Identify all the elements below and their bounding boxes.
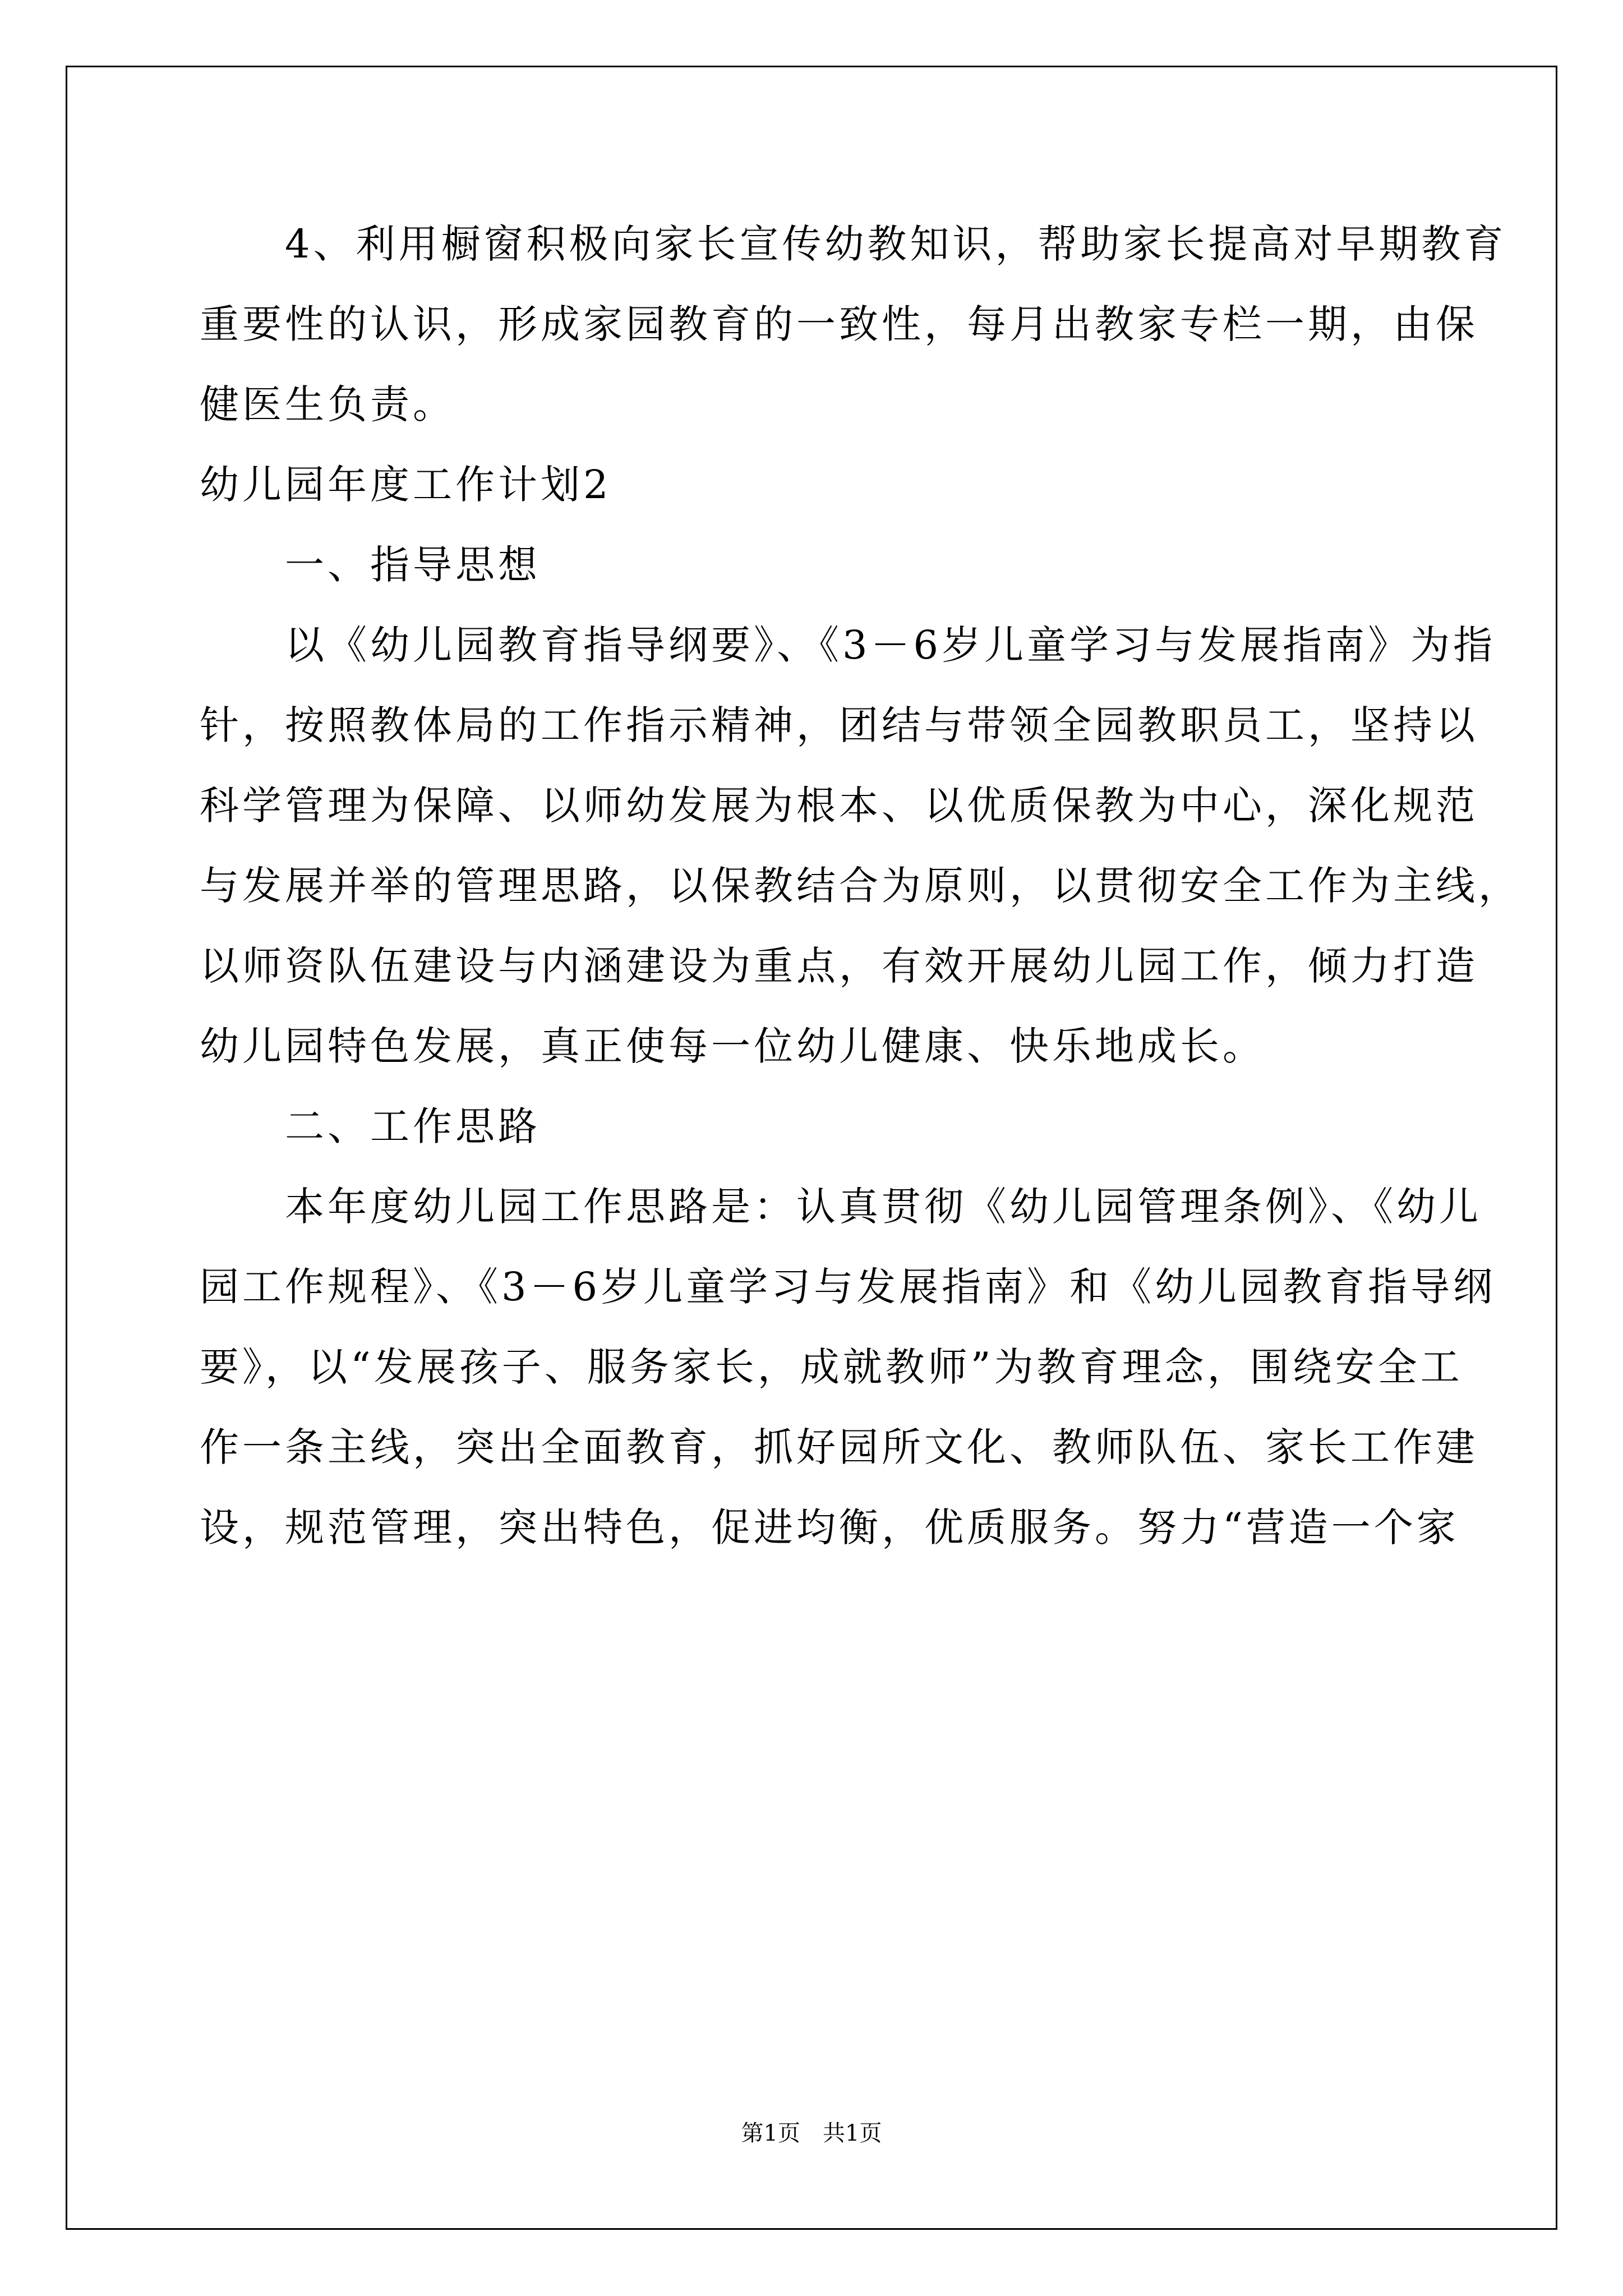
section-heading: 一、指导思想 [200,542,541,588]
paragraph-line: 要》，以“发展孩子、服务家长，成就教师”为教育理念，围绕安全工 [200,1344,1463,1390]
paragraph-line: 4、利用橱窗积极向家长宣传幼教知识，帮助家长提高对早期教育 [200,221,1507,267]
paragraph-line: 科学管理为保障、以师幼发展为根本、以优质保教为中心，深化规范 [200,783,1478,829]
paragraph-line: 本年度幼儿园工作思路是：认真贯彻《幼儿园管理条例》、《幼儿 [200,1184,1482,1230]
paragraph-line: 针，按照教体局的工作指示精神，团结与带领全园教职员工，坚持以 [200,702,1478,748]
paragraph-line: 健医生负责。 [200,381,455,427]
paragraph-line: 作一条主线，突出全面教育，抓好园所文化、教师队伍、家长工作建 [200,1424,1478,1470]
paragraph-line: 重要性的认识，形成家园教育的一致性，每月出教家专栏一期，由保 [200,301,1478,347]
section-heading: 二、工作思路 [200,1103,541,1149]
paragraph-line: 园工作规程》、《3－6岁儿童学习与发展指南》和《幼儿园教育指导纲 [200,1264,1496,1310]
paragraph-line: 与发展并举的管理思路，以保教结合为原则，以贯彻安全工作为主线， [200,863,1521,909]
page-footer: 第1页 共1页 [741,2120,882,2146]
paragraph-line: 幼儿园特色发展，真正使每一位幼儿健康、快乐地成长。 [200,1023,1265,1069]
section-title: 幼儿园年度工作计划2 [200,462,612,508]
paragraph-line: 以《幼儿园教育指导纲要》、《3－6岁儿童学习与发展指南》为指 [200,622,1496,668]
paragraph-line: 设，规范管理，突出特色，促进均衡，优质服务。努力“营造一个家 [200,1504,1459,1550]
paragraph-line: 以师资队伍建设与内涵建设为重点，有效开展幼儿园工作，倾力打造 [200,943,1478,989]
